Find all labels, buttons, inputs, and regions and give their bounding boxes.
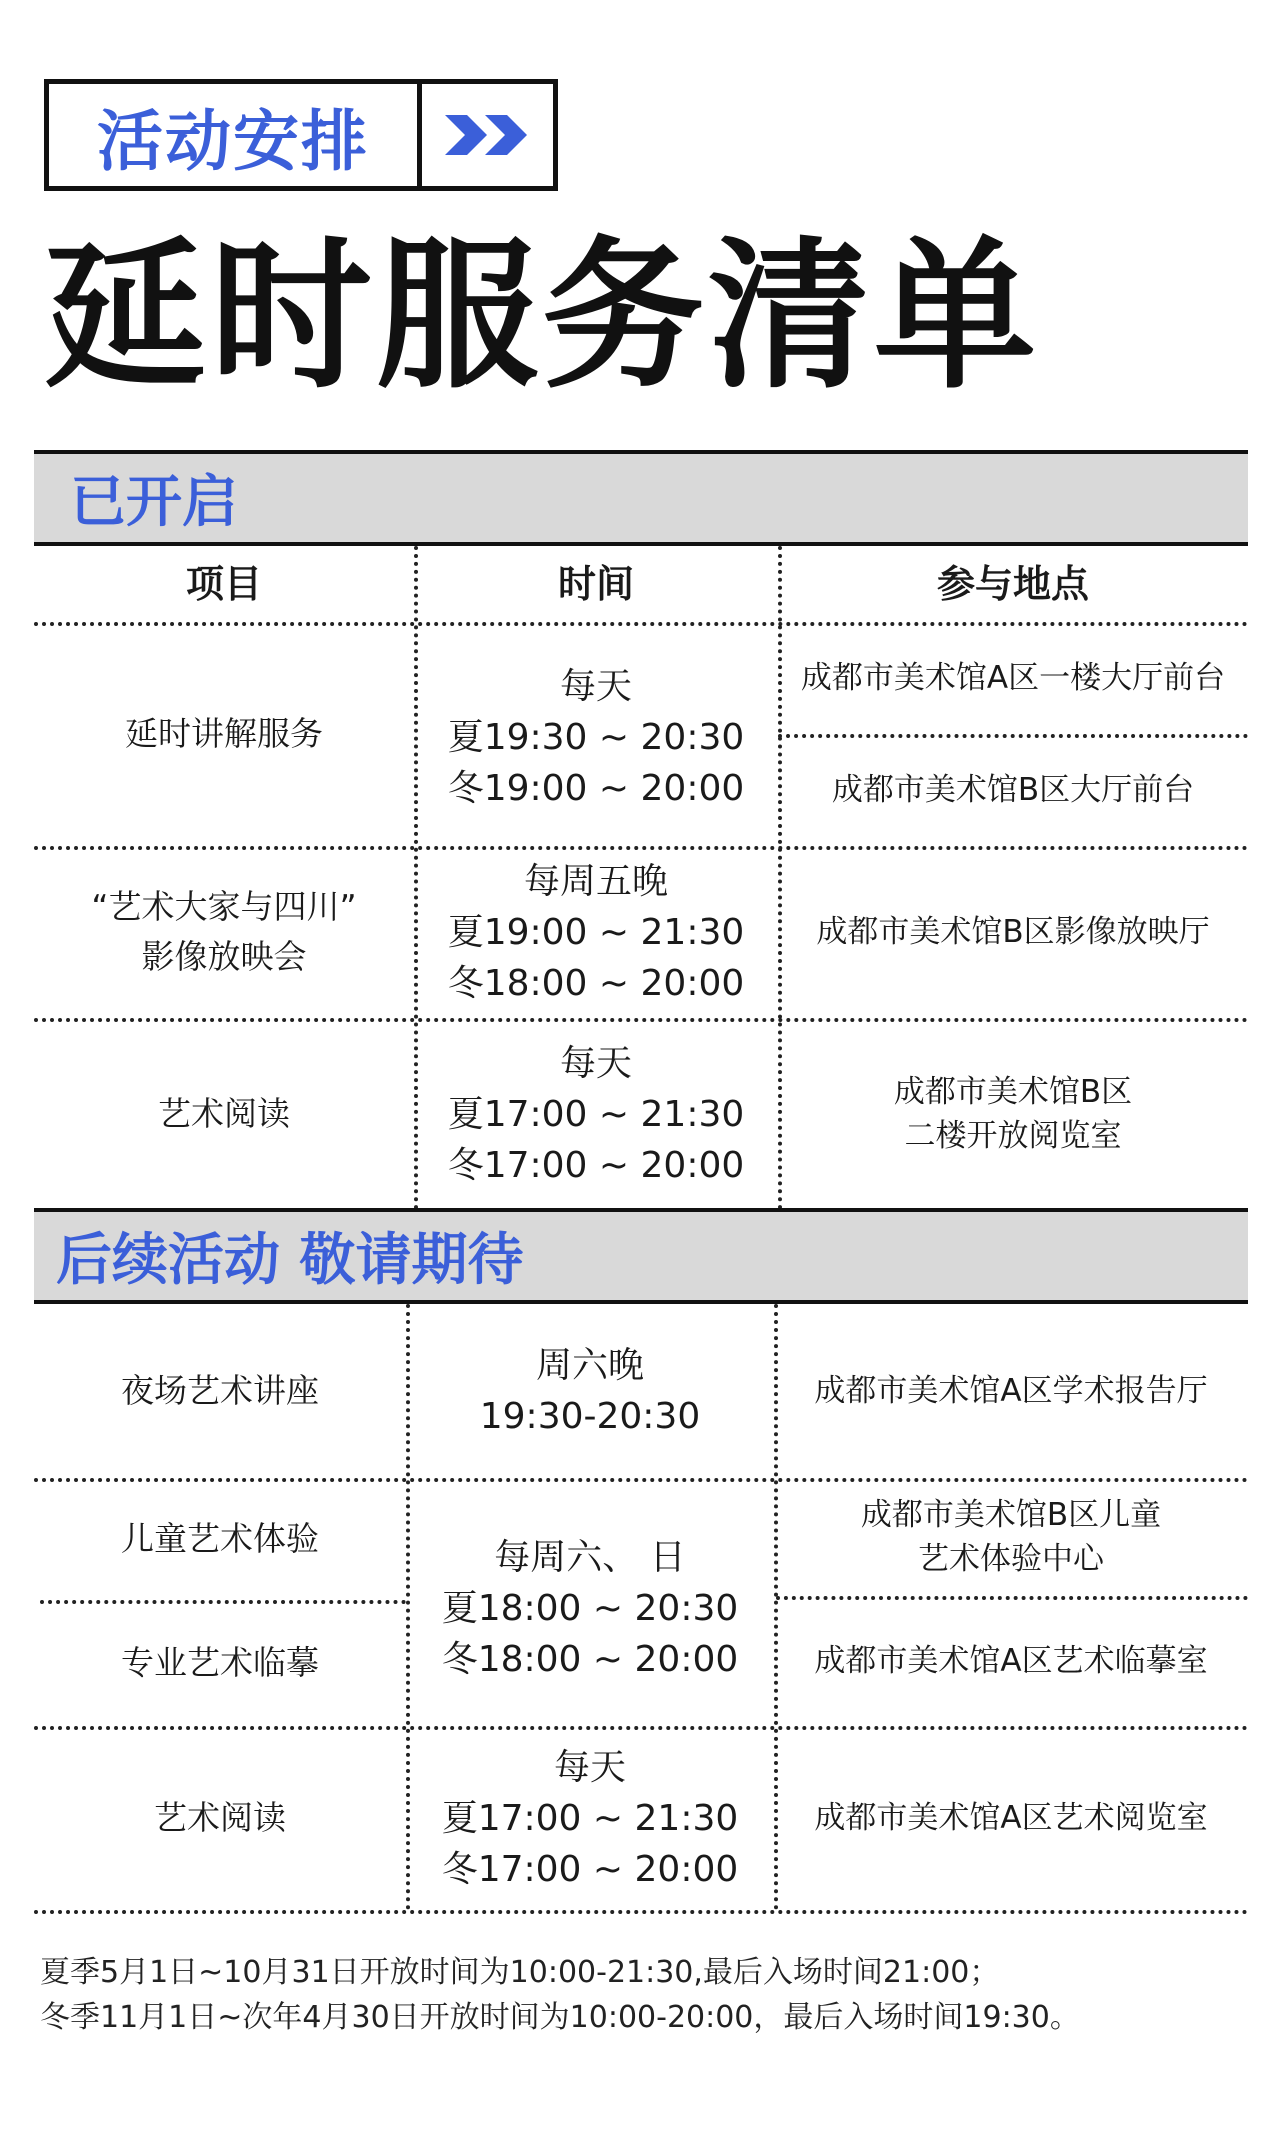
table-row-time: 每天 夏17:00 ~ 21:30 冬17:00 ~ 20:00 [447, 1042, 745, 1186]
column-header-place: 参与地点 [936, 562, 1089, 606]
table-row-place: 成都市美术馆A区学术报告厅 [814, 1373, 1208, 1409]
table-row-item: 夜场艺术讲座 [121, 1371, 319, 1410]
table-row-item: 儿童艺术体验 [121, 1519, 319, 1558]
table-row-time: 每周六、 日 夏18:00 ~ 20:30 冬18:00 ~ 20:00 [441, 1536, 739, 1680]
section-upcoming-label: 后续活动 敬请期待 [56, 1228, 524, 1293]
activity-tag [44, 79, 558, 191]
table-row-place: 成都市美术馆B区大厅前台 [831, 772, 1195, 808]
page-title: 延时服务清单 [44, 223, 1040, 411]
table-row-item: “艺术大家与四川” 影像放映会 [91, 887, 357, 976]
column-header-time: 时间 [557, 562, 634, 606]
section-open-label: 已开启 [70, 470, 238, 535]
table-row-time: 每天 夏17:00 ~ 21:30 冬17:00 ~ 20:00 [441, 1746, 739, 1890]
table-row-item: 艺术阅读 [154, 1798, 286, 1837]
activity-tag-label: 活动安排 [49, 84, 422, 186]
section-upcoming-header [34, 1208, 1248, 1304]
table-row-time: 每周五晚 夏19:00 ~ 21:30 冬18:00 ~ 20:00 [447, 860, 745, 1004]
table-row-place: 成都市美术馆A区艺术临摹室 [814, 1643, 1208, 1679]
table-row-time: 每天 夏19:30 ~ 20:30 冬19:00 ~ 20:00 [447, 665, 745, 809]
note-winter: 冬季11月1日~次年4月30日开放时间为10:00-20:00，最后入场时间19:30。 [40, 2000, 1080, 2035]
table-row-time: 周六晚 19:30-20:30 [479, 1345, 701, 1437]
column-header-item: 项目 [185, 562, 262, 606]
table-row-item: 延时讲解服务 [125, 714, 323, 753]
section-open-header [34, 450, 1248, 546]
table-row-place: 成都市美术馆B区影像放映厅 [816, 914, 1210, 950]
table-row-place: 成都市美术馆A区一楼大厅前台 [800, 660, 1226, 696]
table-row-place: 成都市美术馆B区儿童 艺术体验中心 [860, 1497, 1162, 1577]
double-chevron-right-icon [422, 84, 553, 186]
table-row-item: 专业艺术临摹 [121, 1643, 319, 1682]
opening-hours-note [40, 1950, 1080, 2040]
row-divider [34, 1910, 1248, 1914]
table-row-place: 成都市美术馆A区艺术阅览室 [814, 1800, 1208, 1836]
table-row-place: 成都市美术馆B区 二楼开放阅览室 [893, 1074, 1133, 1154]
table-row-item: 艺术阅读 [158, 1094, 290, 1133]
note-summer: 夏季5月1日~10月31日开放时间为10:00-21:30,最后入场时间21:00； [40, 1955, 1000, 1990]
